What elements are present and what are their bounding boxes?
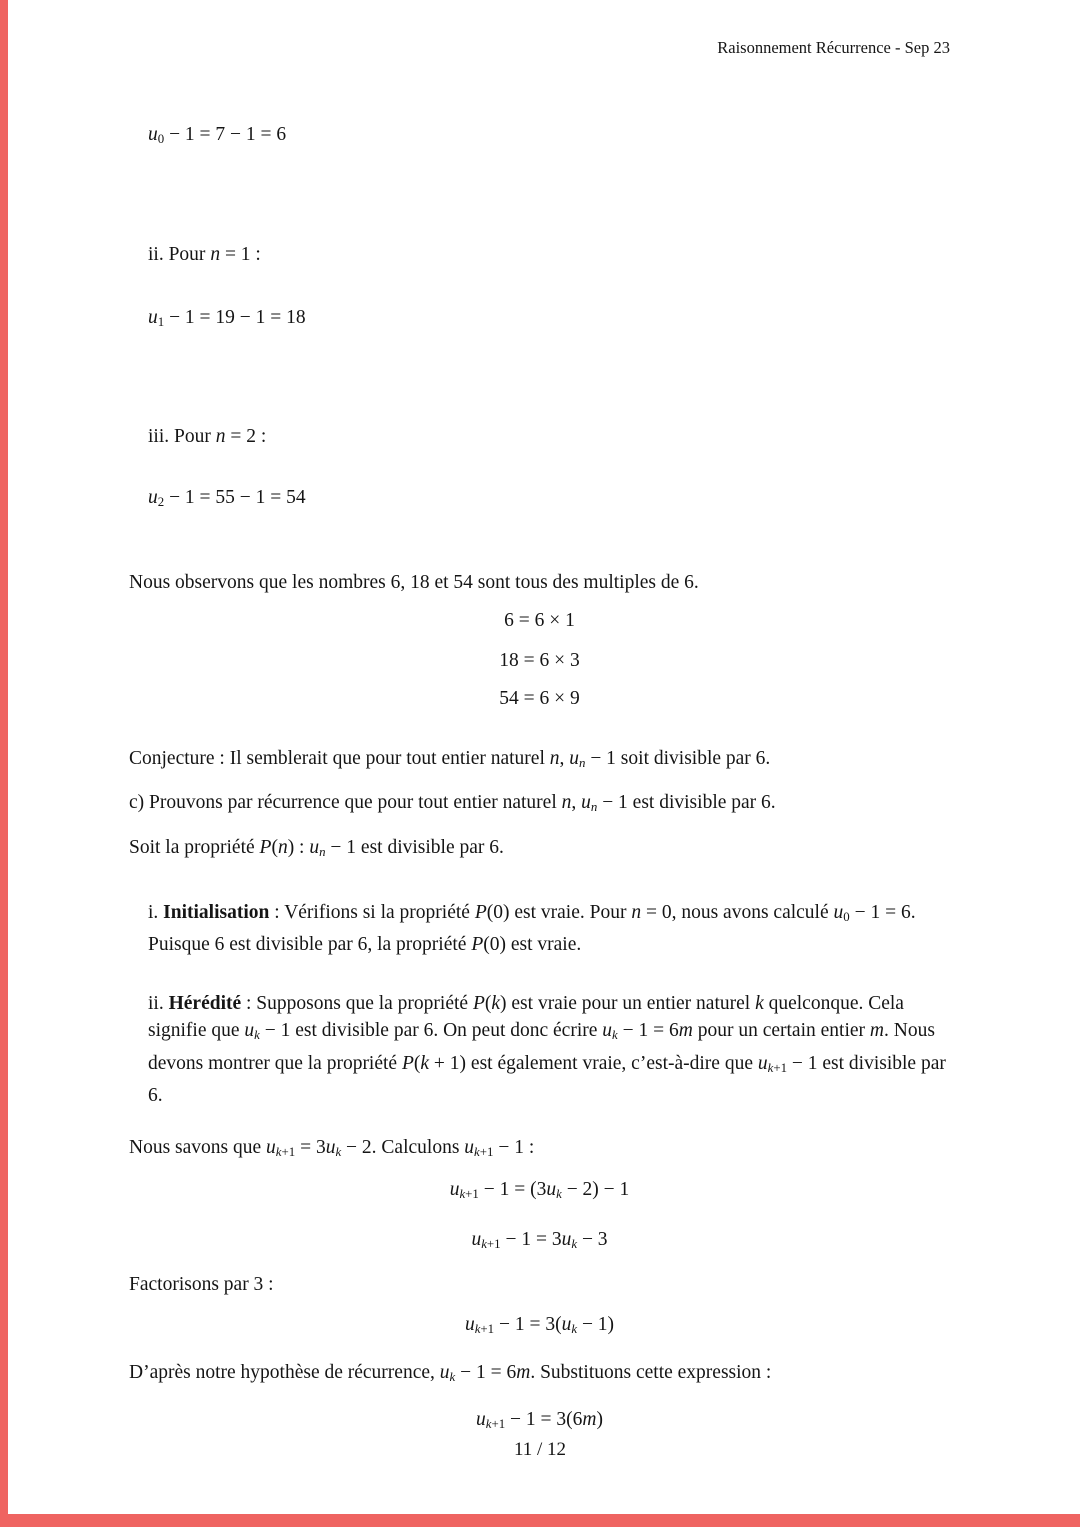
equation-6x3: 18 = 6 × 3 — [499, 649, 580, 671]
equation-substitution: uk+1 − 1 = 3(6m) — [476, 1408, 603, 1432]
paragraph-propriete: Soit la propriété P(n) : un − 1 est divisible par 6. — [129, 837, 504, 860]
equation-developpement: uk+1 − 1 = (3uk − 2) − 1 — [449, 1179, 630, 1202]
paragraph-nous-savons: Nous savons que uk+1 = 3uk − 2. Calculons uk+1 − 1 : — [129, 1136, 535, 1160]
header-title: Raisonnement Récurrence - Sep 23 — [717, 38, 950, 57]
paragraph-initialisation: i. Initialisation : Vérifions si la propriété P(0) est vraie. Pour n = 0, nous avons calculé u0 − 1 = 6. Puisque 6 est divisible par 6, la propriété P(0) est vraie. — [148, 902, 916, 956]
paragraph-question-c: c) Prouvons par récurrence que pour tout entier naturel n, un − 1 est divisible par 6. — [129, 791, 776, 815]
equation-u0: u0 − 1 = 7 − 1 = 6 — [148, 124, 287, 147]
document-content — [0, 61, 1080, 1438]
paragraph-observation: Nous observons que les nombres 6, 18 et 54 sont tous des multiples de 6. — [129, 571, 699, 593]
page-footer — [0, 1437, 1080, 1463]
paragraph-conjecture: Conjecture : Il semblerait que pour tout entier naturel n, un − 1 soit divisible par 6. — [129, 747, 771, 770]
page-left-accent-bar — [0, 0, 8, 1527]
page-number: 11 / 12 — [513, 1439, 567, 1460]
paragraph-factorisons: Factorisons par 3 : — [129, 1274, 274, 1296]
page-bottom-accent-bar — [0, 1514, 1080, 1527]
page-header — [0, 0, 1080, 61]
item-pour-n-2: iii. Pour n = 2 : — [148, 426, 267, 448]
paragraph-hypothese: D’après notre hypothèse de récurrence, uk − 1 = 6m. Substituons cette expression : — [129, 1361, 772, 1384]
paragraph-heredite: ii. Hérédité : Supposons que la propriété P(k) est vraie pour un entier naturel k quelconque. Cela signifie que uk − 1 est divisible par 6. On peut donc écrire uk − 1 = 6m pour un certain entier m. Nous devons montrer que la propriété P(k + 1) est également vraie, c’est-à-dire que uk+1 − 1 est divisible par 6. — [148, 993, 946, 1106]
equation-6x9: 54 = 6 × 9 — [499, 687, 580, 709]
equation-6x1: 6 = 6 × 1 — [504, 609, 575, 631]
equation-u1: u1 − 1 = 19 − 1 = 18 — [148, 307, 306, 330]
equation-factorisation: uk+1 − 1 = 3(uk − 1) — [464, 1314, 615, 1337]
item-pour-n-1: ii. Pour n = 1 : — [148, 244, 261, 266]
equation-u2: u2 − 1 = 55 − 1 = 54 — [148, 487, 306, 510]
equation-simplification: uk+1 − 1 = 3uk − 3 — [471, 1229, 608, 1252]
